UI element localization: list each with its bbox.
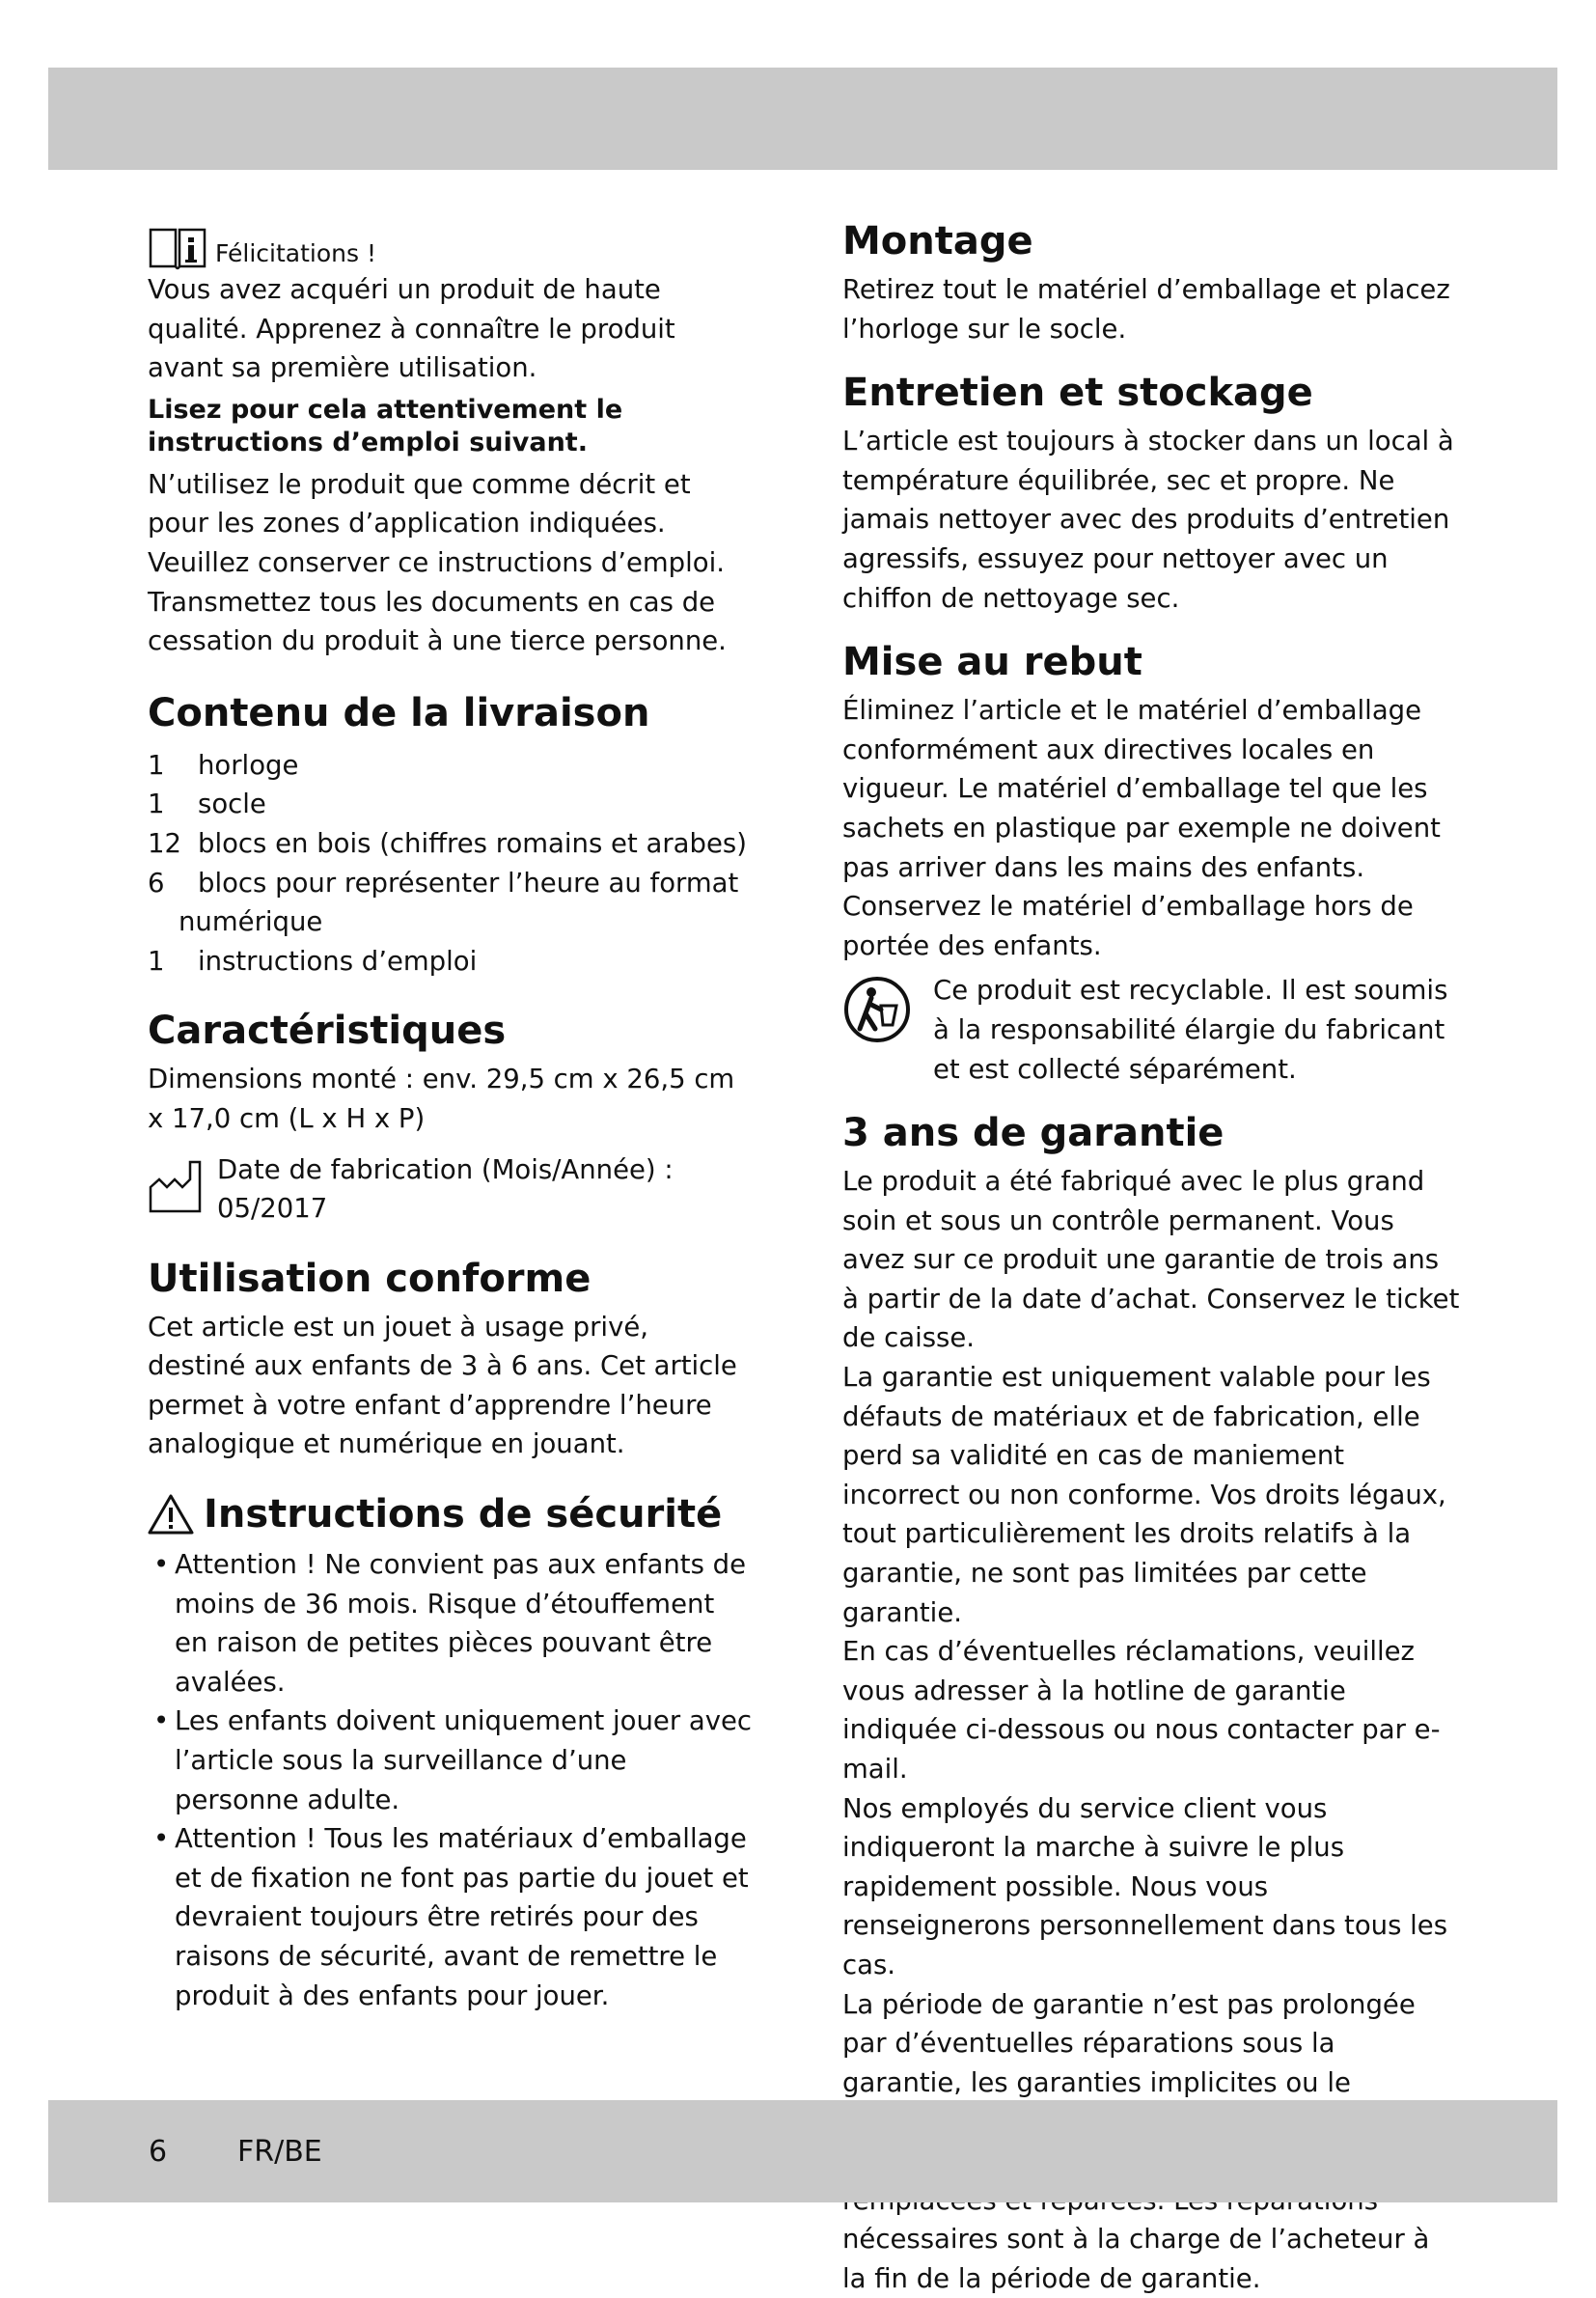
warranty-paragraph: Nos employés du service client vous indiqueront la marche à suivre le plus rapidement possible. Nous vous renseignerons personnellement dans tous les cas.: [842, 1792, 1448, 1980]
page-number: 6: [149, 2135, 168, 2169]
care-heading: Entretien et stockage: [842, 371, 1313, 416]
warranty-paragraph: La période de garantie n’est pas prolongée par d’éventuelles réparations sous la garantie, les garanties implicites ou le: [842, 1988, 1416, 2098]
footer-bar: [48, 2100, 1557, 2202]
list-item: 6 blocs pour représenter l’heure au format: [148, 867, 739, 899]
manufacture-date-value: 05/2017: [217, 1193, 328, 1225]
intro-label: Félicitations !: [215, 239, 376, 267]
list-item: • Les enfants doivent uniquement jouer avec l’article sous la surveillance d’une personne adulte.: [153, 1705, 753, 1815]
list-item: 1 horloge: [148, 749, 299, 781]
header-bar: [48, 68, 1557, 170]
features-heading: Caractéristiques: [148, 1009, 507, 1054]
safety-list: [148, 1545, 754, 2015]
list-item: • Attention ! Tous les matériaux d’emballage et de fixation ne font pas partie du jouet et devraient toujours être retirés pour des raisons de sécurité, avant de remettre le produit à des enfants pour jouer.: [153, 1823, 749, 2011]
disposal-heading: Mise au rebut: [842, 640, 1142, 685]
warranty-heading: 3 ans de garantie: [842, 1111, 1225, 1156]
read-manual-icon: [148, 226, 207, 270]
recycle-note: [842, 971, 1460, 1089]
safety-header: [148, 1489, 754, 1539]
assembly-heading: Montage: [842, 219, 1033, 263]
warranty-paragraph: Le produit a été fabriqué avec le plus grand soin et sous un contrôle permanent. Vous avez sur ce produit une garantie de trois ans à partir de la date d’achat. Conservez le ticket de caisse.: [842, 1166, 1460, 1354]
intended-use-text: Cet article est un jouet à usage privé, destiné aux enfants de 3 à 6 ans. Cet article permet à votre enfant d’apprendre l’heure analogique et numérique en jouant.: [148, 1311, 737, 1460]
right-column: [842, 216, 1460, 2298]
intended-use-heading: Utilisation conforme: [148, 1256, 592, 1301]
list-item: 1 socle: [148, 789, 266, 820]
factory-icon: [148, 1158, 211, 1214]
manufacture-date-label: Date de fabrication (Mois/Année) :: [217, 1153, 674, 1185]
safety-heading: Instructions de sécurité: [204, 1492, 723, 1537]
intro-paragraph: Vous avez acquéri un produit de haute qualité. Apprenez à connaître le produit avant sa première utilisation.: [148, 274, 675, 384]
intro-usage-paragraph: N’utilisez le produit que comme décrit et pour les zones d’application indiquées. Veuillez conserver ce instructions d’emploi. Transmettez tous les documents en cas de cessation du produit à une tierce personne.: [148, 468, 727, 657]
warning-icon: [148, 1493, 194, 1536]
list-item: 12 blocs en bois (chiffres romains et arabes): [148, 827, 747, 859]
dimensions-text: Dimensions monté : env. 29,5 cm x 26,5 cm x 17,0 cm (L x H x P): [148, 1064, 735, 1134]
warranty-paragraph: En cas d’éventuelles réclamations, veuillez vous adresser à la hotline de garantie indiquée ci-dessous ou nous contacter par e-mail.: [842, 1636, 1441, 1785]
disposal-text: Éliminez l’article et le matériel d’emballage conformément aux directives locales en vigueur. Le matériel d’emballage tel que les sachets en plastique par exemple ne doivent pas arriver dans les mains des enfants. Conservez le matériel d’emballage hors de portée des enfants.: [842, 695, 1441, 961]
contents-list: [148, 746, 754, 982]
intro-header: [148, 216, 754, 270]
left-column: [148, 216, 754, 2015]
assembly-text: Retirez tout le matériel d’emballage et placez l’horloge sur le socle.: [842, 274, 1450, 345]
care-text: L’article est toujours à stocker dans un local à température équilibrée, sec et propre. Ne jamais nettoyer avec des produits d’entretien agressifs, essuyez pour nettoyer avec un chiffon de nettoyage sec.: [842, 426, 1454, 614]
list-item: 1 instructions d’emploi: [148, 945, 478, 977]
recycle-text: Ce produit est recyclable. Il est soumis à la responsabilité élargie du fabricant et est collecté séparément.: [933, 975, 1448, 1085]
recycle-icon: [842, 975, 912, 1044]
warranty-paragraph: La garantie est uniquement valable pour les défauts de matériaux et de fabrication, elle perd sa validité en cas de maniement incorrect ou non conforme. Vos droits légaux, tout particulièrement les droits relatifs à la garantie, ne sont pas limitées par cette garantie.: [842, 1362, 1446, 1628]
list-item-continuation: numérique: [179, 906, 323, 938]
list-item: • Attention ! Ne convient pas aux enfants de moins de 36 mois. Risque d’étouffement en raison de petites pièces pouvant être avalées.: [153, 1549, 747, 1698]
contents-heading: Contenu de la livraison: [148, 690, 650, 735]
warranty-paragraph: nécessaires sont à la charge de l’acheteur à la fin de la période de garantie.: [842, 2224, 1430, 2294]
manufacture-date: [148, 1150, 754, 1229]
language-code: FR/BE: [237, 2135, 322, 2169]
intro-bold-note: Lisez pour cela attentivement le instructions d’emploi suivant.: [148, 394, 623, 457]
